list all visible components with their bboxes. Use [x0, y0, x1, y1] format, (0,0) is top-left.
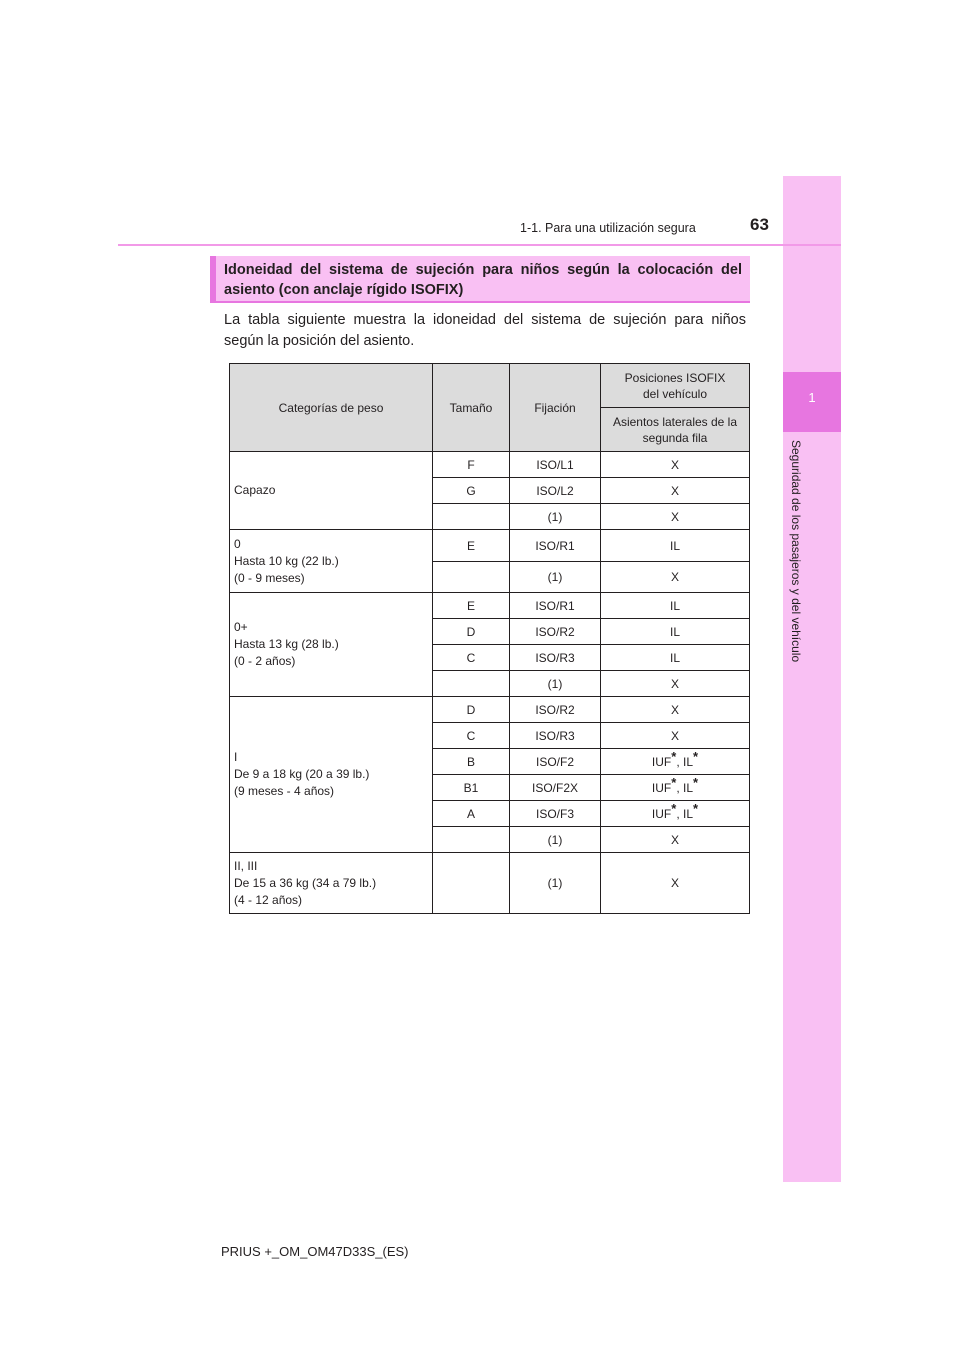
table-row: [230, 452, 750, 478]
value-cell: X: [601, 827, 750, 853]
section-heading-rule: [210, 301, 750, 303]
size-cell: B: [433, 749, 510, 775]
value-cell: X: [601, 478, 750, 504]
size-cell: [433, 504, 510, 530]
asterisk-mark: *: [693, 800, 699, 816]
asterisk-mark: *: [671, 748, 677, 764]
header-rule: [118, 244, 841, 246]
weight-category-line: De 9 a 18 kg (20 a 39 lb.): [234, 767, 370, 781]
header-weight-category: Categorías de peso: [230, 364, 433, 452]
size-cell: E: [433, 593, 510, 619]
weight-category-line: (0 - 2 años): [234, 654, 296, 668]
page-number: 63: [750, 215, 769, 234]
weight-category-line: Hasta 10 kg (22 lb.): [234, 553, 339, 568]
fixture-cell: ISO/R1: [510, 593, 601, 619]
weight-category-line: (0 - 9 meses): [234, 570, 305, 585]
asterisk-mark: *: [671, 774, 677, 790]
asterisk-mark: *: [671, 800, 677, 816]
size-cell: E: [433, 530, 510, 562]
chapter-tab-number: 1: [808, 390, 816, 405]
size-cell: G: [433, 478, 510, 504]
value-cell: IL: [601, 645, 750, 671]
size-cell: [433, 853, 510, 914]
weight-category-cell: [230, 593, 433, 697]
fixture-cell: ISO/L1: [510, 452, 601, 478]
fixture-cell: ISO/R3: [510, 723, 601, 749]
asterisk-mark: *: [693, 774, 699, 790]
size-cell: C: [433, 723, 510, 749]
table-row: [230, 593, 750, 619]
value-cell: IUF*, IL*: [601, 749, 750, 775]
size-cell: C: [433, 645, 510, 671]
section-heading: Idoneidad del sistema de sujeción para niños según la colocación del asiento (con anclaje rígido ISOFIX): [224, 262, 742, 298]
fixture-cell: (1): [510, 671, 601, 697]
size-cell: [433, 671, 510, 697]
size-cell: F: [433, 452, 510, 478]
value-cell: X: [601, 562, 750, 593]
size-cell: A: [433, 801, 510, 827]
value-cell: IUF*, IL*: [601, 775, 750, 801]
intro-paragraph: La tabla siguiente muestra la idoneidad del sistema de sujeción para niños según la posición del asiento.: [224, 312, 746, 349]
section-heading-box: [210, 256, 750, 302]
size-cell: B1: [433, 775, 510, 801]
value-cell: X: [601, 723, 750, 749]
table-body: [230, 452, 750, 914]
weight-category-cell: [230, 697, 433, 853]
value-cell: X: [601, 504, 750, 530]
fixture-cell: ISO/R1: [510, 530, 601, 562]
table-row: [230, 530, 750, 562]
size-cell: [433, 827, 510, 853]
value-cell: X: [601, 697, 750, 723]
table-row: [230, 853, 750, 914]
header-isofix-positions: [601, 364, 750, 408]
size-cell: D: [433, 619, 510, 645]
value-cell: X: [601, 853, 750, 914]
fixture-cell: ISO/F2X: [510, 775, 601, 801]
section-heading-accent: [210, 256, 216, 302]
weight-category-cell: [230, 530, 433, 593]
weight-category-line: Capazo: [234, 483, 276, 497]
fixture-cell: ISO/L2: [510, 478, 601, 504]
isofix-suitability-table: [229, 363, 750, 914]
weight-category-line: Hasta 13 kg (28 lb.): [234, 637, 339, 651]
value-cell: IUF*, IL*: [601, 801, 750, 827]
header-size: Tamaño: [433, 364, 510, 452]
fixture-cell: (1): [510, 827, 601, 853]
fixture-cell: ISO/R3: [510, 645, 601, 671]
weight-category-cell: [230, 452, 433, 530]
header-outboard-seats: [601, 408, 750, 452]
fixture-cell: ISO/F2: [510, 749, 601, 775]
chapter-title: 1-1. Para una utilización segura: [520, 221, 696, 235]
fixture-cell: ISO/R2: [510, 697, 601, 723]
weight-category-line: 0+: [234, 620, 248, 634]
fixture-cell: (1): [510, 853, 601, 914]
weight-category-line: (4 - 12 años): [234, 892, 303, 907]
table-row: [230, 697, 750, 723]
weight-category-line: De 15 a 36 kg (34 a 79 lb.): [234, 875, 377, 890]
weight-category-line: 0: [234, 536, 241, 551]
value-cell: IL: [601, 593, 750, 619]
header-fixture: Fijación: [510, 364, 601, 452]
header-outboard-seats-text: Asientos laterales de la segunda fila: [612, 414, 738, 445]
weight-category-cell: [230, 853, 433, 914]
fixture-cell: (1): [510, 562, 601, 593]
fixture-cell: ISO/R2: [510, 619, 601, 645]
value-cell: IL: [601, 530, 750, 562]
size-cell: [433, 562, 510, 593]
header-isofix-positions-text: Posiciones ISOFIX del vehículo: [624, 370, 726, 401]
value-cell: X: [601, 452, 750, 478]
size-cell: D: [433, 697, 510, 723]
fixture-cell: (1): [510, 504, 601, 530]
weight-category-line: II, III: [234, 858, 258, 873]
value-cell: IL: [601, 619, 750, 645]
asterisk-mark: *: [693, 748, 699, 764]
chapter-tab-title: Seguridad de los pasajeros y del vehículo: [789, 440, 803, 663]
weight-category-line: I: [234, 750, 238, 764]
weight-category-line: (9 meses - 4 años): [234, 784, 335, 798]
fixture-cell: ISO/F3: [510, 801, 601, 827]
document-code: PRIUS +_OM_OM47D33S_(ES): [221, 1244, 409, 1259]
value-cell: X: [601, 671, 750, 697]
